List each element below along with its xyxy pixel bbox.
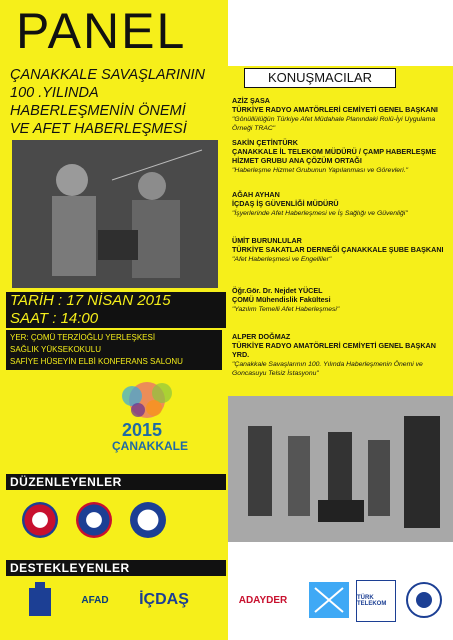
topic-line: HABERLEŞMENİN ÖNEMİ (10, 103, 186, 119)
soldiers-radio-illustration (12, 140, 218, 288)
municipality-logo-icon (20, 580, 60, 620)
panel-topic (10, 66, 222, 138)
historic-group-photo (228, 396, 453, 542)
speaker-talk: "Gönüllülüğün Türkiye Afet Müdahale Planındaki Rolü-İyi Uygulama Örneği TRAC" (232, 116, 436, 132)
topic-line: ÇANAKKALE SAVAŞLARININ (10, 67, 206, 83)
speaker-entry (232, 190, 450, 218)
event-venue (6, 330, 222, 370)
speaker-entry (232, 138, 450, 175)
speakers-header: KONUŞMACILAR (244, 68, 396, 88)
speaker-org: TÜRKİYE RADYO AMATÖRLERİ CEMİYETİ GENEL BAŞKAN YRD. (232, 341, 436, 359)
speaker-entry (232, 286, 450, 314)
speaker-entry (232, 96, 450, 133)
topic-line: 100 .YILINDA (10, 85, 99, 101)
speaker-name: AZİZ ŞASA (232, 96, 270, 105)
event-time: SAAT : 14:00 (6, 310, 226, 328)
speaker-entry (232, 236, 450, 264)
poster-title: PANEL (16, 3, 187, 59)
speaker-talk: "Çanakkale Savaşlarının 100. Yılında Haberleşmenin Önemi ve Goncasuyu Telsiz İstasyonu" (232, 361, 423, 377)
supporters-label: DESTEKLEYENLER (6, 560, 226, 576)
speaker-org: TÜRKİYE RADYO AMATÖRLERİ CEMİYETİ GENEL BAŞKANI (232, 105, 438, 114)
speaker-talk: "İşyerlerinde Afet Haberleşmesi ve İş Sağlığı ve Güvenliği" (232, 210, 408, 217)
venue-line: SAĞLIK YÜKSEKOKULU (10, 345, 101, 354)
venue-line: YER: ÇOMÜ TERZİOĞLU YERLEŞKESİ (10, 333, 156, 342)
speaker-talk: "Haberleşme Hizmet Grubunun Yapılanması ve Görevleri." (232, 167, 409, 174)
speaker-talk: "Yazılım Temelli Afet Haberleşmesi" (232, 306, 340, 313)
flower-burst-icon (92, 378, 202, 456)
right-top-white-area (228, 0, 453, 66)
venue-line: SAFİYE HÜSEYİN ELBİ KONFERANS SALONU (10, 357, 183, 366)
speaker-talk: "Afet Haberleşmesi ve Engelliler" (232, 256, 332, 263)
speaker-name: AĞAH AYHAN (232, 190, 280, 199)
speaker-org: İÇDAŞ İŞ GÜVENLİĞİ MÜDÜRÜ (232, 199, 339, 208)
sponsor-afad: AFAD (81, 594, 109, 606)
speaker-name: ALPER DOĞMAZ (232, 332, 291, 341)
soldiers-group-illustration (228, 396, 453, 542)
sponsor-turk-telekom: TÜRK TELEKOM (356, 580, 396, 622)
speaker-org: ÇOMÜ Mühendislik Fakültesi (232, 295, 331, 304)
network-grid-icon (306, 580, 352, 620)
organizer-seal-icon (76, 502, 112, 538)
sakatlar-dernegi-logo-icon (402, 580, 446, 620)
speaker-org: ÇANAKKALE İL TELEKOM MÜDÜRÜ / ÇAMP HABERLEŞME HİZMET GRUBU ANA ÇÖZÜM ORTAĞI (232, 147, 437, 165)
sponsor-icdas: İÇDAŞ (139, 591, 189, 608)
organizers-label: DÜZENLEYENLER (6, 474, 226, 490)
speaker-name: ÜMİT BURUNLULAR (232, 236, 302, 245)
historic-radio-photo (12, 140, 218, 288)
speaker-entry (232, 332, 450, 378)
logo-year: 2015 (122, 420, 163, 440)
trac-logo-icon (130, 502, 166, 538)
canakkale-2015-logo (92, 378, 202, 456)
sponsor-adayder: ADAYDER (238, 594, 288, 606)
topic-line: VE AFET HABERLEŞMESİ (10, 121, 187, 137)
speaker-name: SAKİN ÇETİNTÜRK (232, 138, 298, 147)
logo-city: ÇANAKKALE (112, 439, 188, 453)
speaker-org: TÜRKİYE SAKATLAR DERNEĞİ ÇANAKKALE ŞUBE BAŞKANI (232, 245, 444, 254)
organizer-seal-icon (22, 502, 58, 538)
speaker-name: Öğr.Gör. Dr. Nejdet YÜCEL (232, 286, 323, 295)
event-date: TARİH : 17 NİSAN 2015 (6, 292, 226, 310)
